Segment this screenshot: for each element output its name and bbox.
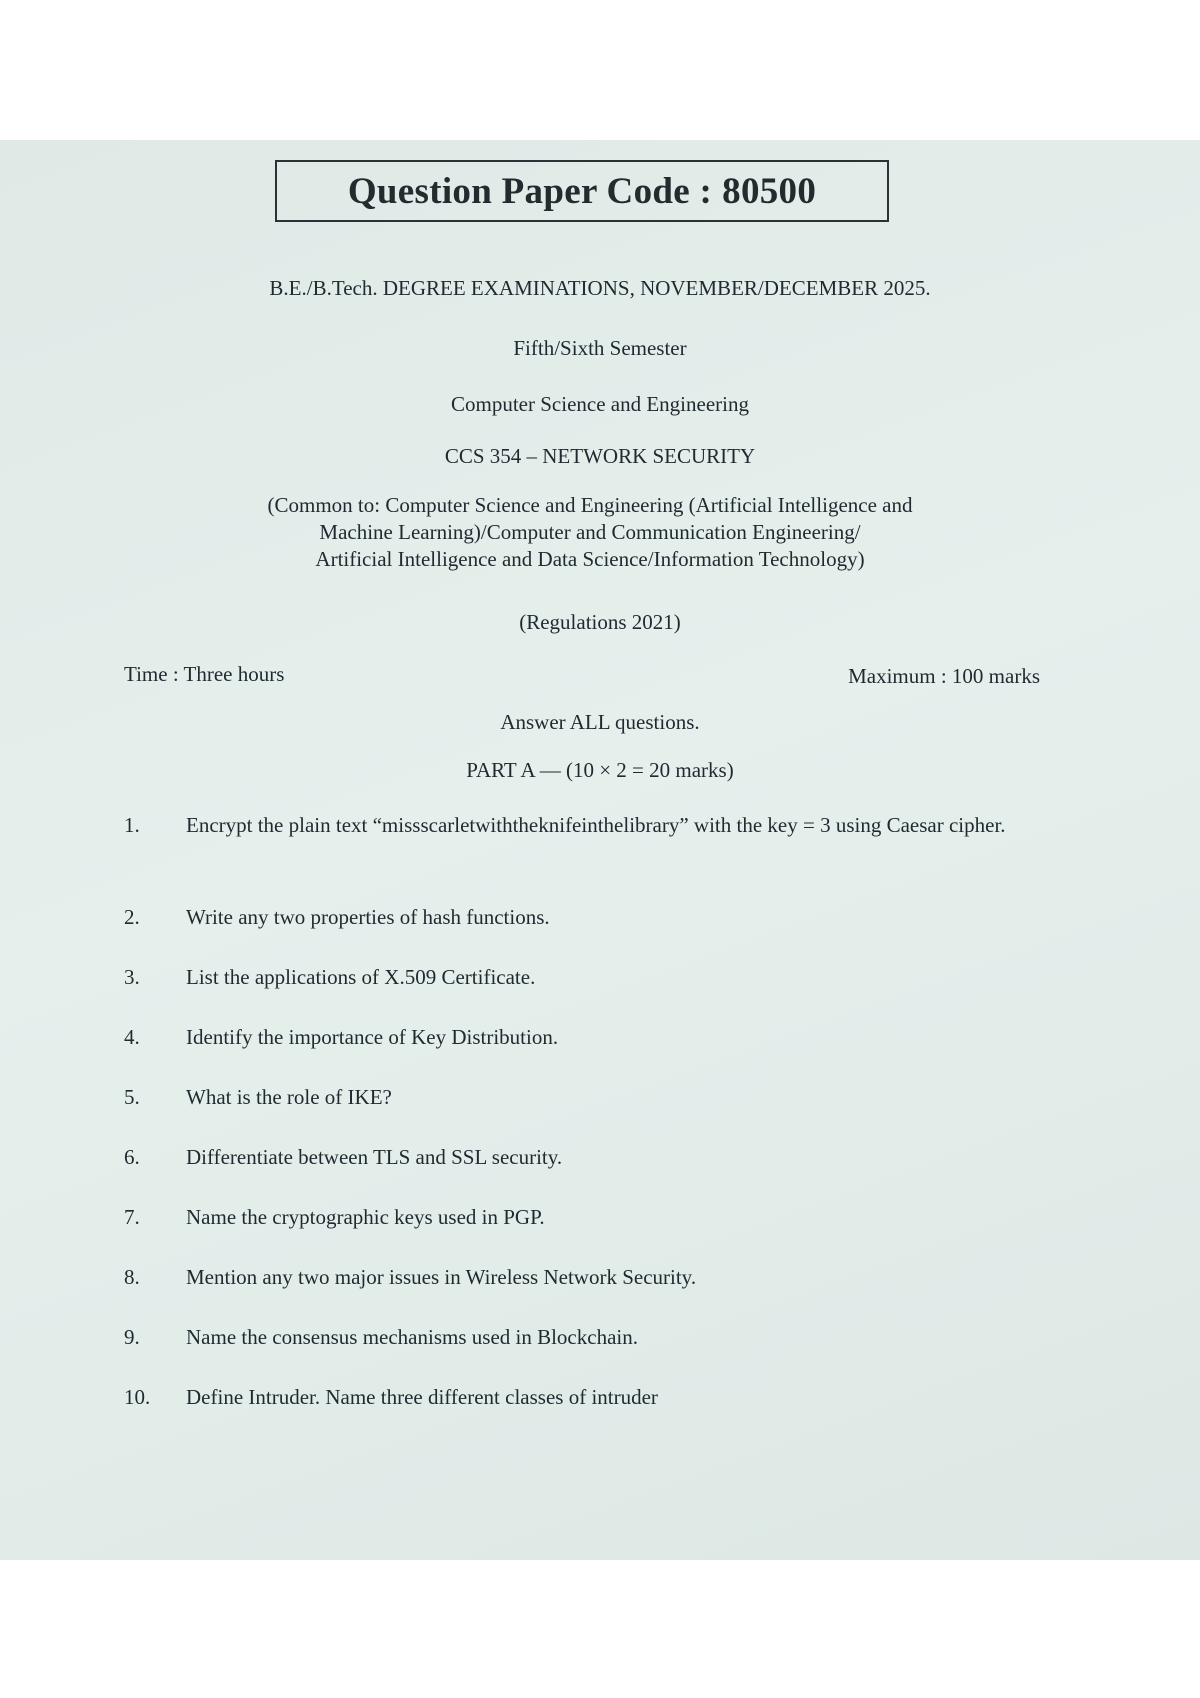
question-number: 9.: [124, 1325, 140, 1349]
semester: Fifth/Sixth Semester: [513, 336, 687, 360]
question-number: 1.: [124, 813, 140, 837]
question-number: 8.: [124, 1265, 140, 1289]
exam-title: B.E./B.Tech. DEGREE EXAMINATIONS, NOVEMBER/DECEMBER 2025.: [269, 276, 931, 300]
question-item: [124, 1260, 1044, 1295]
course-title: CCS 354 – NETWORK SECURITY: [444, 444, 756, 468]
regulations: (Regulations 2021): [519, 610, 681, 634]
question-paper-code-label: Question Paper Code :: [347, 170, 713, 212]
exam-duration: Time : Three hours: [124, 662, 285, 686]
question-text: What is the role of IKE?: [186, 1085, 392, 1109]
question-item: [124, 808, 1044, 843]
question-number: 10.: [124, 1385, 151, 1409]
question-number: 3.: [124, 965, 140, 989]
question-item: [124, 1320, 1044, 1355]
common-to-line: Machine Learning)/Computer and Communication Engineering/: [319, 520, 861, 544]
question-number: 6.: [124, 1145, 140, 1169]
question-item: [124, 1380, 1044, 1415]
question-item: [124, 1020, 1044, 1055]
question-text: Mention any two major issues in Wireless Network Security.: [186, 1265, 697, 1289]
question-text: Write any two properties of hash functions.: [186, 905, 550, 929]
question-text: Name the cryptographic keys used in PGP.: [186, 1205, 545, 1229]
question-paper-code-number: 80500: [722, 170, 817, 212]
question-paper-code-box: [275, 160, 889, 222]
question-text: Identify the importance of Key Distribution.: [186, 1025, 559, 1049]
question-number: 4.: [124, 1025, 140, 1049]
common-to-block: [150, 492, 1030, 573]
question-item: [124, 1140, 1044, 1175]
question-item: [124, 1080, 1044, 1115]
common-to-line: (Common to: Computer Science and Engineering (Artificial Intelligence and: [267, 493, 913, 517]
question-text: Differentiate between TLS and SSL security.: [186, 1145, 563, 1169]
question-text: Encrypt the plain text “missscarletwiththeknifeinthelibrary” with the key = 3 using Caesar cipher.: [186, 813, 1006, 837]
instruction: Answer ALL questions.: [500, 710, 700, 734]
question-item: [124, 960, 1044, 995]
question-number: 5.: [124, 1085, 140, 1109]
question-text: List the applications of X.509 Certificate.: [186, 965, 536, 989]
common-to-line: Artificial Intelligence and Data Science/Information Technology): [315, 547, 865, 571]
question-item: [124, 900, 1044, 935]
exam-paper-sheet: [0, 140, 1200, 1560]
question-text: Name the consensus mechanisms used in Blockchain.: [186, 1325, 638, 1349]
maximum-marks: Maximum : 100 marks: [848, 664, 1040, 688]
department: Computer Science and Engineering: [451, 392, 749, 416]
part-heading: PART A — (10 × 2 = 20 marks): [466, 758, 734, 782]
question-text: Define Intruder. Name three different classes of intruder: [186, 1385, 658, 1409]
question-number: 7.: [124, 1205, 140, 1229]
question-number: 2.: [124, 905, 140, 929]
question-item: [124, 1200, 1044, 1235]
